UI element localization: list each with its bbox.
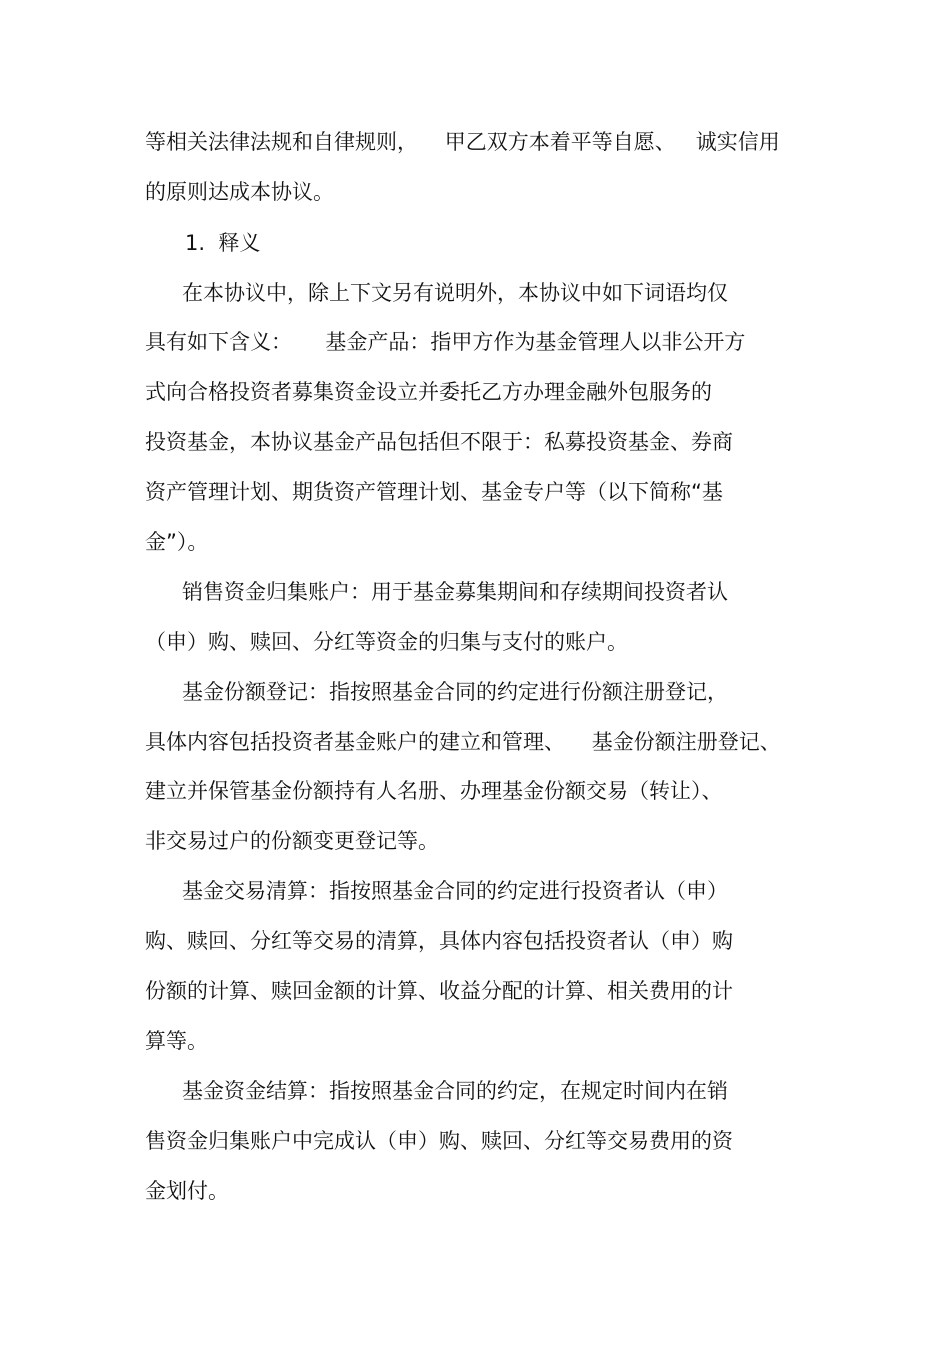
paragraph-line: 基金资金结算：指按照基金合同的约定，在规定时间内在销 [182, 1079, 728, 1103]
paragraph-line: 具有如下含义： 基金产品：指甲方作为基金管理人以非公开方 [145, 330, 746, 354]
paragraph-line: 投资基金，本协议基金产品包括但不限于：私募投资基金、券商 [145, 430, 733, 454]
paragraph-line: 金划付。 [145, 1179, 229, 1203]
paragraph-line: 等相关法律法规和自律规则， 甲乙双方本着平等自愿、 诚实信用 [145, 130, 780, 154]
section-heading: 1. 释义 [185, 231, 261, 255]
paragraph-line: 金”）。 [145, 530, 209, 554]
paragraph-line: 销售资金归集账户：用于基金募集期间和存续期间投资者认 [182, 580, 728, 604]
paragraph-line: 具体内容包括投资者基金账户的建立和管理、 基金份额注册登记、 [145, 730, 781, 754]
paragraph-line: 非交易过户的份额变更登记等。 [145, 829, 439, 853]
paragraph-line: 份额的计算、赎回金额的计算、收益分配的计算、相关费用的计 [145, 979, 733, 1003]
paragraph-line: 的原则达成本协议。 [145, 180, 334, 204]
paragraph-line: 基金交易清算：指按照基金合同的约定进行投资者认（申） [182, 879, 728, 903]
paragraph-line: 基金份额登记：指按照基金合同的约定进行份额注册登记， [182, 680, 728, 704]
paragraph-line: （申）购、赎回、分红等资金的归集与支付的账户。 [145, 630, 628, 654]
paragraph-line: 购、赎回、分红等交易的清算，具体内容包括投资者认（申）购 [145, 929, 733, 953]
paragraph-line: 建立并保管基金份额持有人名册、办理基金份额交易（转让）、 [145, 779, 723, 803]
paragraph-line: 资产管理计划、期货资产管理计划、基金专户等（以下简称“基 [145, 480, 723, 504]
paragraph-line: 在本协议中，除上下文另有说明外，本协议中如下词语均仅 [182, 281, 728, 305]
paragraph-line: 式向合格投资者募集资金设立并委托乙方办理金融外包服务的 [145, 380, 712, 404]
paragraph-line: 算等。 [145, 1029, 208, 1053]
paragraph-line: 售资金归集账户中完成认（申）购、赎回、分红等交易费用的资 [145, 1129, 733, 1153]
